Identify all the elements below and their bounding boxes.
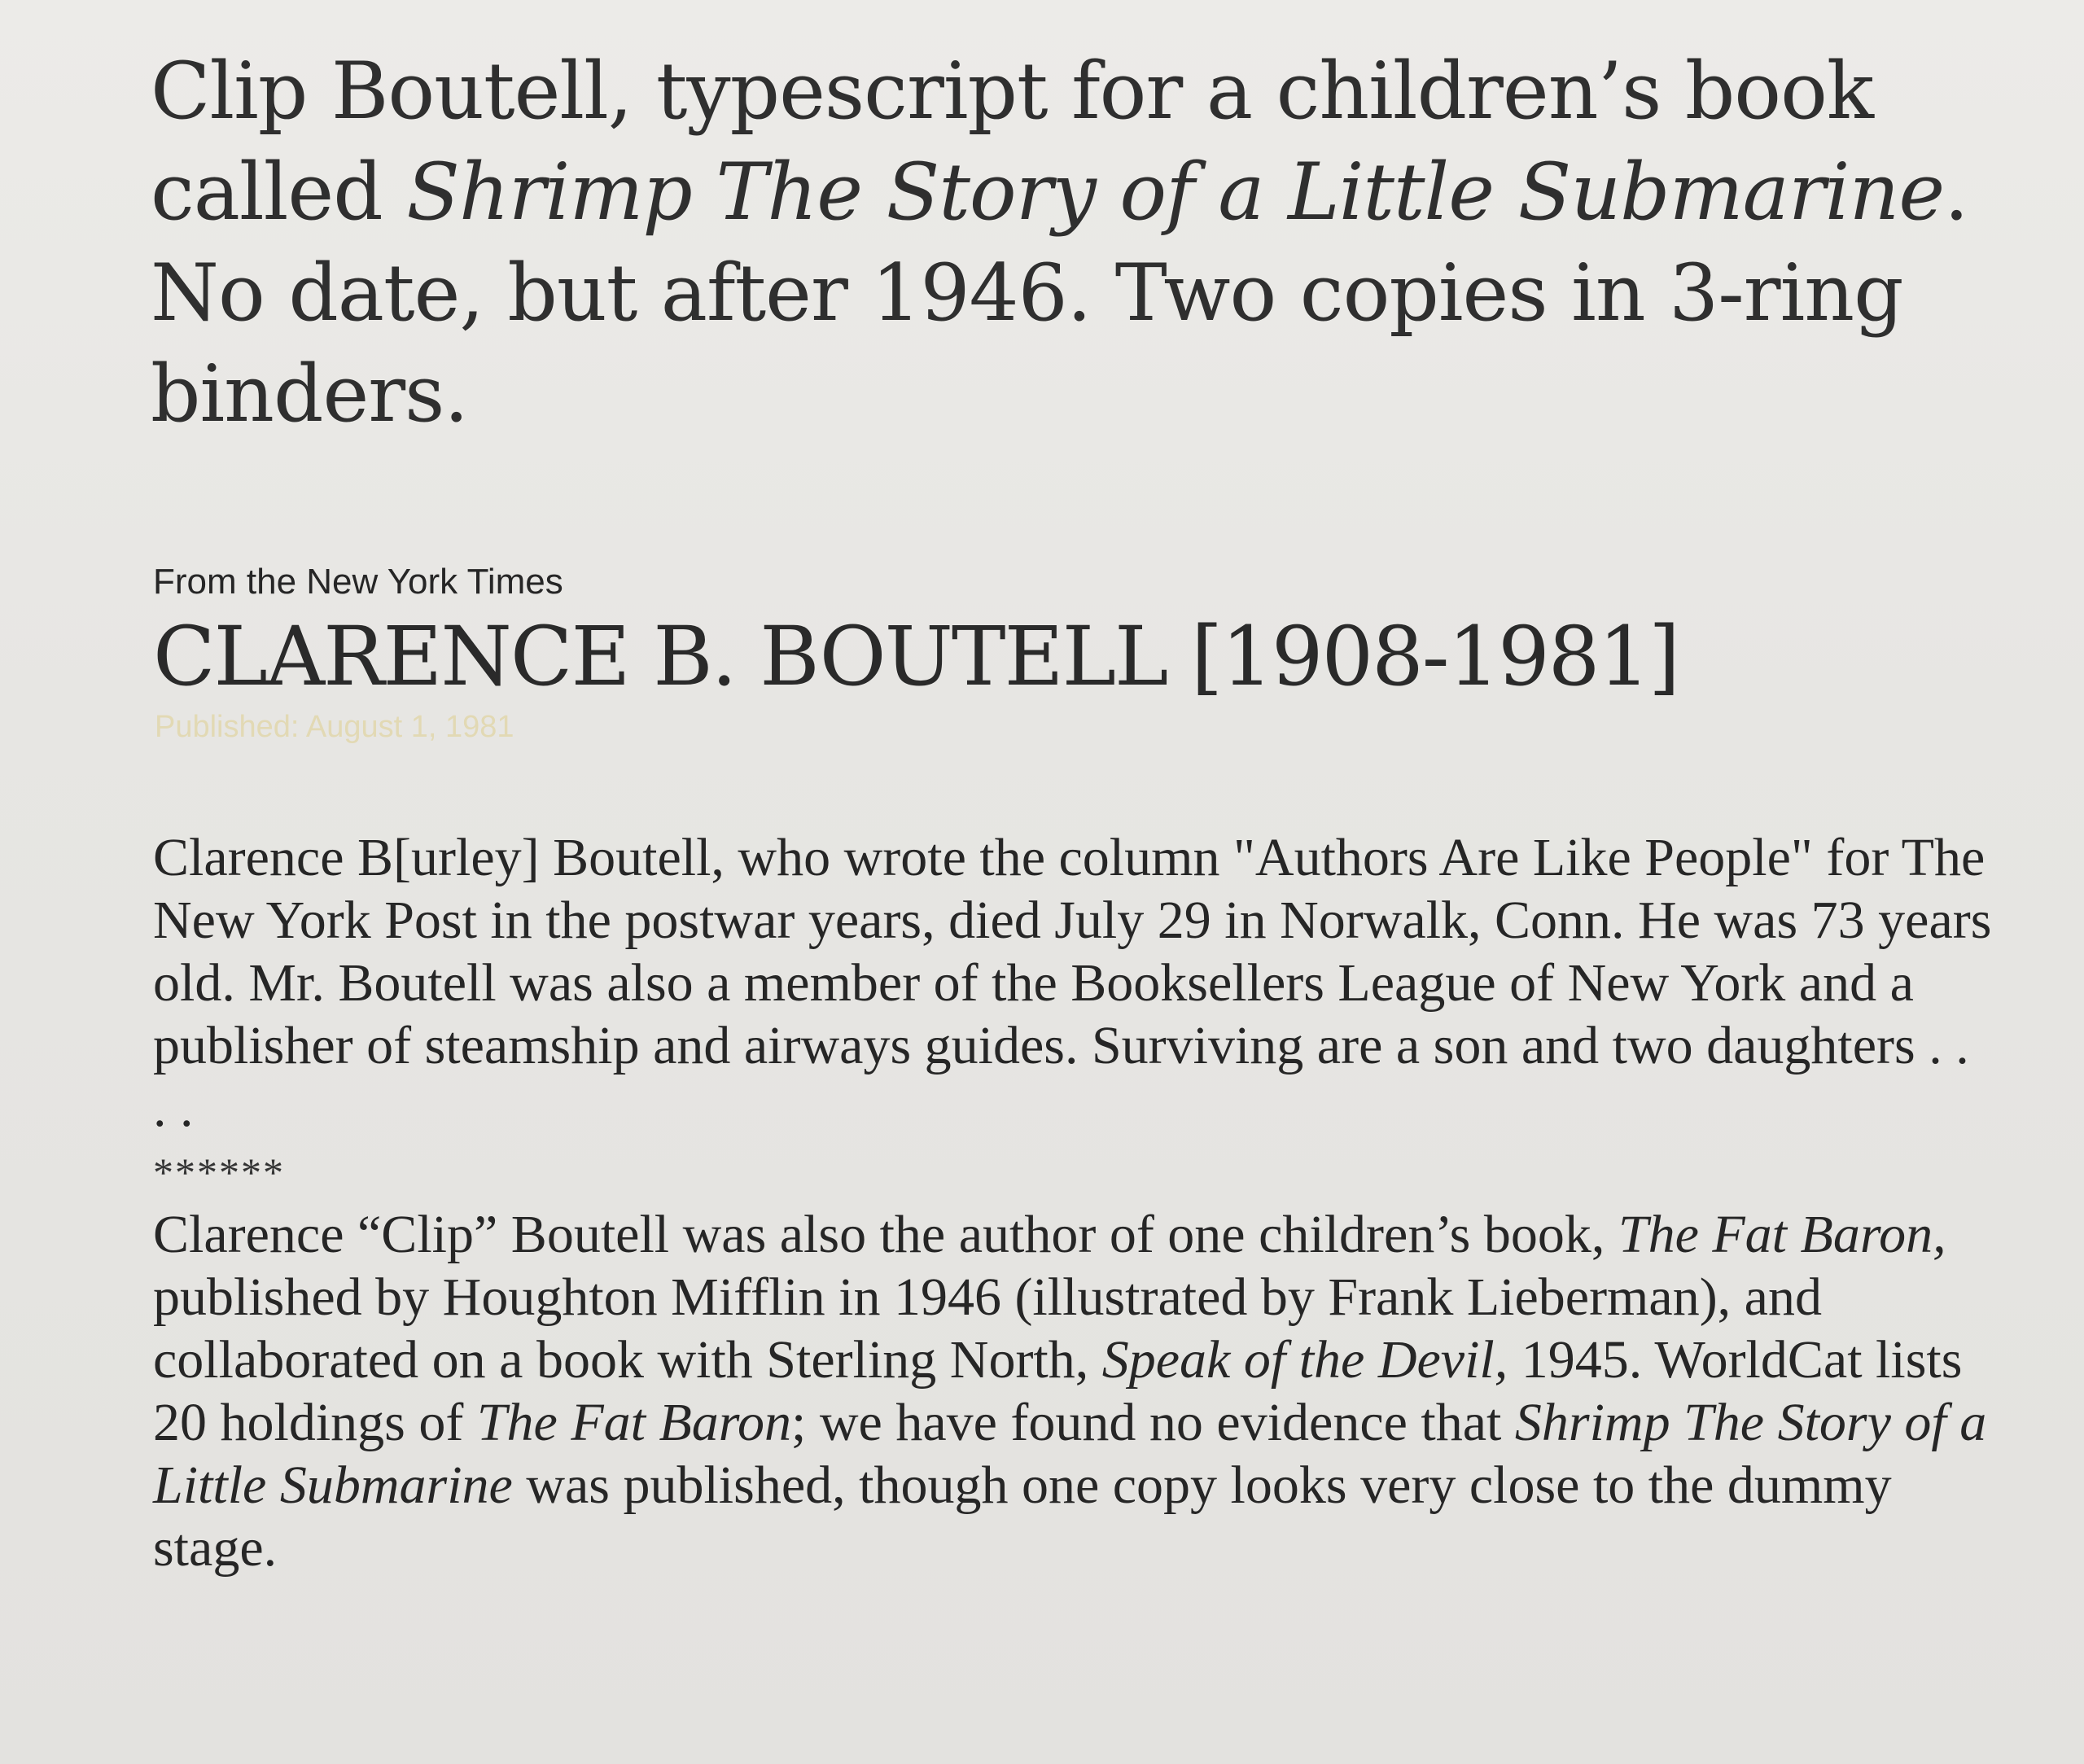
- section-separator: ******: [153, 1149, 285, 1195]
- note-book-fat-baron: The Fat Baron,: [1618, 1205, 1946, 1264]
- note-text-1: Clarence “Clip” Boutell was also the author of one children’s book,: [153, 1205, 1618, 1264]
- item-caption: [151, 41, 1982, 444]
- obituary-paragraph: Clarence B[urley] Boutell, who wrote the column "Authors Are Like People" for The New York Post in the postwar years, died July 29 in Norwalk, Conn. He was 73 years old. Mr. Boutell was also a member of the Booksellers League of New York and a publisher of steamship and airways guides. Surviving are a son and two daughters . . . .: [153, 828, 1992, 1138]
- note-book-speak-of-the-devil: Speak of the Devil,: [1101, 1330, 1508, 1390]
- bookseller-note: [153, 1203, 1993, 1579]
- caption-text-2: . No date, but after 1946. Two copies in 3-ring binders.: [151, 147, 1968, 440]
- note-text-4: ; we have found no evidence that: [791, 1393, 1515, 1452]
- published-date: Published: August 1, 1981: [155, 710, 514, 744]
- caption-book-title: Shrimp The Story of a Little Submarine: [406, 147, 1945, 238]
- obituary-headline: CLARENCE B. BOUTELL [1908-1981]: [153, 609, 1679, 704]
- article-source: From the New York Times: [153, 562, 563, 602]
- note-text-5: was published, though one copy looks very close to the dummy stage.: [153, 1455, 1892, 1578]
- note-book-shrimp: Shrimp The Story of a Little Submarine: [153, 1393, 1987, 1515]
- note-book-fat-baron-2: The Fat Baron: [476, 1393, 792, 1452]
- note-text-2: published by Houghton Mifflin in 1946 (illustrated by Frank Lieberman), and collaborated on a book with Sterling North,: [153, 1267, 1822, 1390]
- note-text-3: 1945. WorldCat lists 20 holdings of: [153, 1330, 1963, 1452]
- caption-text-1: Clip Boutell, typescript for a children’s book called: [151, 46, 1874, 238]
